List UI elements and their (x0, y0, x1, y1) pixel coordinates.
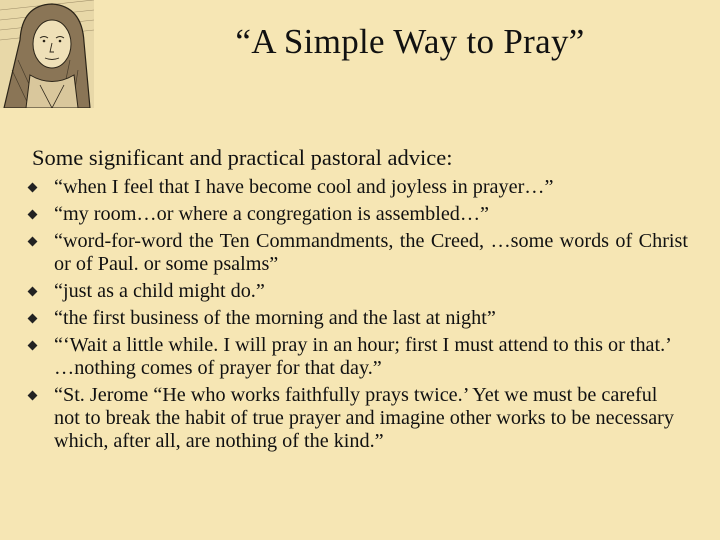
diamond-bullet-icon (28, 210, 38, 220)
bullet-text: “when I feel that I have become cool and joyless in prayer…” (54, 176, 554, 198)
diamond-bullet-icon (28, 341, 38, 351)
list-item (28, 176, 688, 199)
diamond-bullet-icon (28, 314, 38, 324)
bullet-text: “St. Jerome “He who works faithfully prays twice.’ Yet we must be careful not to break the habit of true prayer and imagine other works to be necessary which, after all, are nothing of the kind.” (54, 384, 674, 452)
bullet-text: “just as a child might do.” (54, 280, 265, 302)
diamond-bullet-icon (28, 287, 38, 297)
diamond-bullet-icon (28, 183, 38, 193)
bullet-list (28, 176, 688, 457)
diamond-bullet-icon (28, 237, 38, 247)
bullet-text: “‘Wait a little while. I will pray in an hour; first I must attend to this or that.’ …nothing comes of prayer for that day.” (54, 334, 671, 379)
bullet-text: “word-for-word the Ten Commandments, the Creed, …some words of Christ or of Paul. or some psalms” (54, 230, 688, 275)
list-item (28, 230, 688, 276)
bullet-text: “the first business of the morning and the last at night” (54, 307, 496, 329)
intro-text: Some significant and practical pastoral advice: (32, 145, 453, 170)
slide-title: “A Simple Way to Pray” (235, 22, 585, 61)
list-item (28, 384, 688, 453)
diamond-bullet-icon (28, 391, 38, 401)
list-item (28, 334, 688, 380)
list-item (28, 203, 688, 226)
bullet-text: “my room…or where a congregation is assembled…” (54, 203, 490, 225)
list-item (28, 307, 688, 330)
list-item (28, 280, 688, 303)
